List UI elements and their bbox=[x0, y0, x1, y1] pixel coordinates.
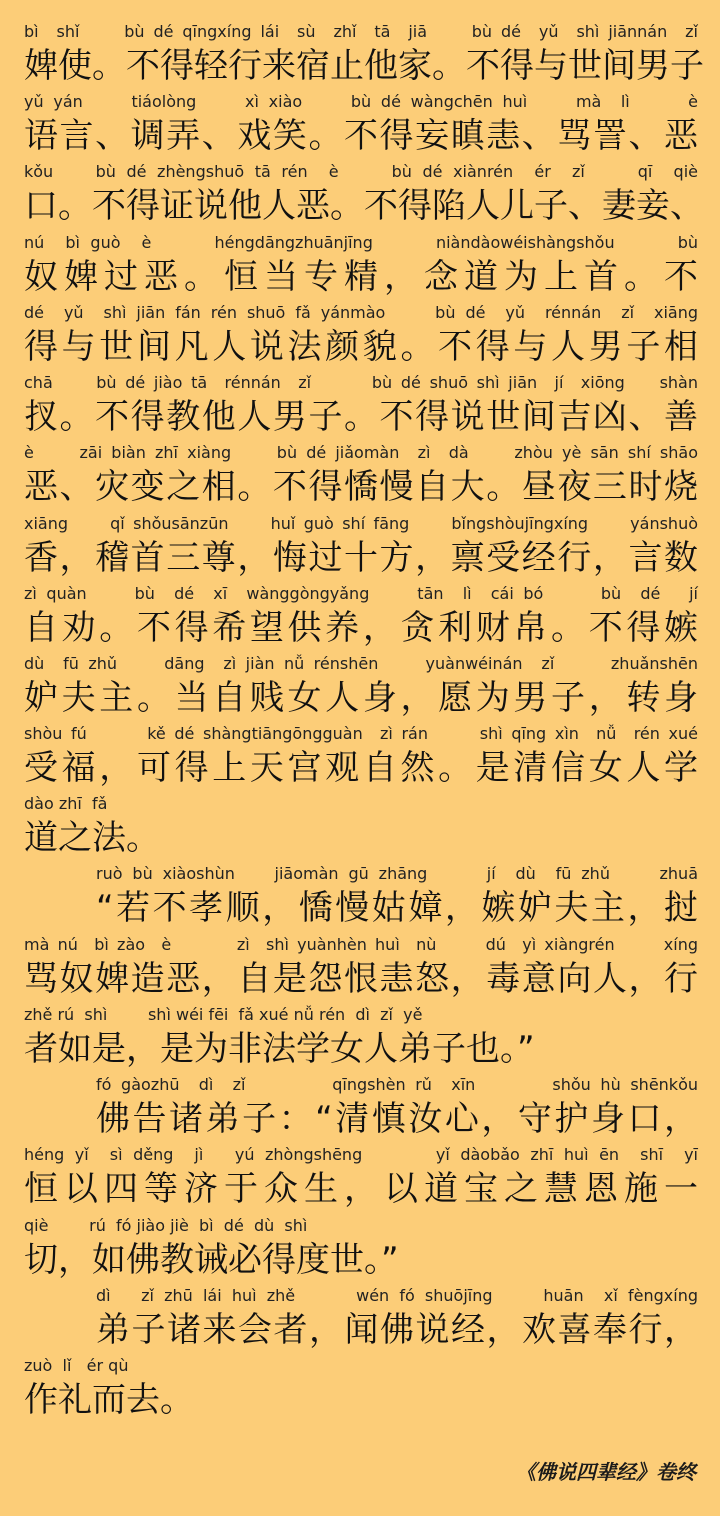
chinese-text: “若不孝顺，憍慢姑嫜，嫉妒夫主，挝 bbox=[96, 888, 698, 928]
text-line bbox=[24, 441, 698, 511]
text-line bbox=[24, 512, 698, 582]
text-line bbox=[24, 371, 698, 441]
pinyin-annotation: kǒu bù dé zhèngshuō tā rén è bù dé xiànrén ér zǐ qī qiè bbox=[24, 162, 698, 181]
chinese-text: 骂奴婢造恶，自是怨恨恚怒，毒意向人，行 bbox=[24, 959, 698, 999]
text-line bbox=[24, 722, 698, 792]
pinyin-annotation: zì quàn bù dé xī wànggòngyǎng tān lì cái bó bù dé jí bbox=[24, 584, 698, 603]
pinyin-annotation: zuò lǐ ér qù bbox=[24, 1356, 129, 1375]
chinese-text: 者如是，是为非法学女人弟子也。” bbox=[24, 1029, 535, 1069]
pinyin-annotation: dì zǐ zhū lái huì zhě wén fó shuōjīng huān xǐ fèngxíng bbox=[96, 1286, 698, 1305]
chinese-text: 奴婢过恶。恒当专精，念道为上首。不 bbox=[24, 257, 698, 297]
chinese-text: 香，稽首三尊，悔过十方，禀受经行，言数 bbox=[24, 538, 698, 578]
pinyin-annotation: dào zhī fǎ bbox=[24, 794, 108, 813]
text-line bbox=[24, 792, 698, 862]
pinyin-annotation: yǔ yán tiáolòng xì xiào bù dé wàngchēn huì mà lì è bbox=[24, 92, 698, 111]
chinese-text: 弟子诸来会者，闻佛说经，欢喜奉行， bbox=[96, 1310, 698, 1350]
pinyin-annotation: ruò bù xiàoshùn jiāomàn gū zhāng jí dù fū zhǔ zhuā bbox=[96, 864, 698, 883]
chinese-text: 扠。不得教他人男子。不得说世间吉凶、善 bbox=[24, 397, 698, 437]
chinese-text: 恒以四等济于众生，以道宝之慧恩施一 bbox=[24, 1169, 698, 1209]
chinese-text: 佛告诸弟子：“清慎汝心，守护身口， bbox=[96, 1099, 698, 1139]
chinese-text: 语言、调弄、戏笑。不得妄瞋恚、骂詈、恶 bbox=[24, 116, 698, 156]
chinese-text: 得与世间凡人说法颜貌。不得与人男子相 bbox=[24, 327, 698, 367]
text-line bbox=[96, 1284, 698, 1354]
text-line bbox=[96, 862, 698, 932]
pinyin-annotation: héng yǐ sì děng jì yú zhòngshēng yǐ dàobǎo zhī huì ēn shī yī bbox=[24, 1145, 698, 1164]
pinyin-annotation: dù fū zhǔ dāng zì jiàn nǚ rénshēn yuànwéinán zǐ zhuǎnshēn bbox=[24, 654, 698, 673]
pinyin-annotation: dé yǔ shì jiān fán rén shuō fǎ yánmào bù dé yǔ rénnán zǐ xiāng bbox=[24, 303, 698, 322]
text-line bbox=[24, 1143, 698, 1213]
chinese-text: 受福，可得上天宫观自然。是清信女人学 bbox=[24, 748, 698, 788]
pinyin-annotation: bì shǐ bù dé qīngxíng lái sù zhǐ tā jiā bù dé yǔ shì jiānnán zǐ bbox=[24, 22, 698, 41]
pinyin-annotation: qiè rú fó jiào jiè bì dé dù shì bbox=[24, 1216, 308, 1235]
pinyin-annotation: chā bù dé jiào tā rénnán zǐ bù dé shuō shì jiān jí xiōng shàn bbox=[24, 373, 698, 392]
text-line bbox=[24, 1214, 698, 1284]
chinese-text: 恶、灾变之相。不得憍慢自大。昼夜三时烧 bbox=[24, 467, 698, 507]
text-line bbox=[24, 652, 698, 722]
chinese-text: 妒夫主。当自贱女人身，愿为男子，转身 bbox=[24, 678, 698, 718]
pinyin-annotation: zhě rú shì shì wéi fēi fǎ xué nǚ rén dì zǐ yě bbox=[24, 1005, 423, 1024]
text-line bbox=[24, 160, 704, 230]
text-line bbox=[24, 231, 698, 301]
pinyin-annotation: fó gàozhū dì zǐ qīngshèn rǔ xīn shǒu hù shēnkǒu bbox=[96, 1075, 698, 1094]
pinyin-annotation: shòu fú kě dé shàngtiāngōngguàn zì rán shì qīng xìn nǚ rén xué bbox=[24, 724, 698, 743]
text-line bbox=[24, 1354, 698, 1424]
pinyin-annotation: xiāng qǐ shǒusānzūn huǐ guò shí fāng bǐngshòujīngxíng yánshuò bbox=[24, 514, 698, 533]
text-line bbox=[24, 301, 698, 371]
text-line bbox=[24, 582, 698, 652]
text-line bbox=[24, 90, 698, 160]
text-line bbox=[24, 1003, 698, 1073]
chinese-text: 切，如佛教诫必得度世。” bbox=[24, 1240, 399, 1280]
text-line bbox=[24, 20, 704, 90]
text-line bbox=[96, 1073, 698, 1143]
chinese-text: 婢使。不得轻行来宿止他家。不得与世间男子 bbox=[24, 46, 704, 86]
book-end-label: 《佛说四辈经》卷终 bbox=[516, 1460, 696, 1484]
chinese-text: 自劝。不得希望供养，贪利财帛。不得嫉 bbox=[24, 608, 698, 648]
chinese-text: 道之法。 bbox=[24, 818, 160, 858]
text-line bbox=[24, 933, 698, 1003]
chinese-text: 作礼而去。 bbox=[24, 1380, 194, 1420]
chinese-text: 口。不得证说他人恶。不得陷人儿子、妻妾、 bbox=[24, 186, 704, 226]
pinyin-annotation: mà nú bì zào è zì shì yuànhèn huì nù dú yì xiàngrén xíng bbox=[24, 935, 698, 954]
pinyin-annotation: è zāi biàn zhī xiàng bù dé jiǎomàn zì dà zhòu yè sān shí shāo bbox=[24, 443, 698, 462]
pinyin-annotation: nú bì guò è héngdāngzhuānjīng niàndàowéishàngshǒu bù bbox=[24, 233, 698, 252]
